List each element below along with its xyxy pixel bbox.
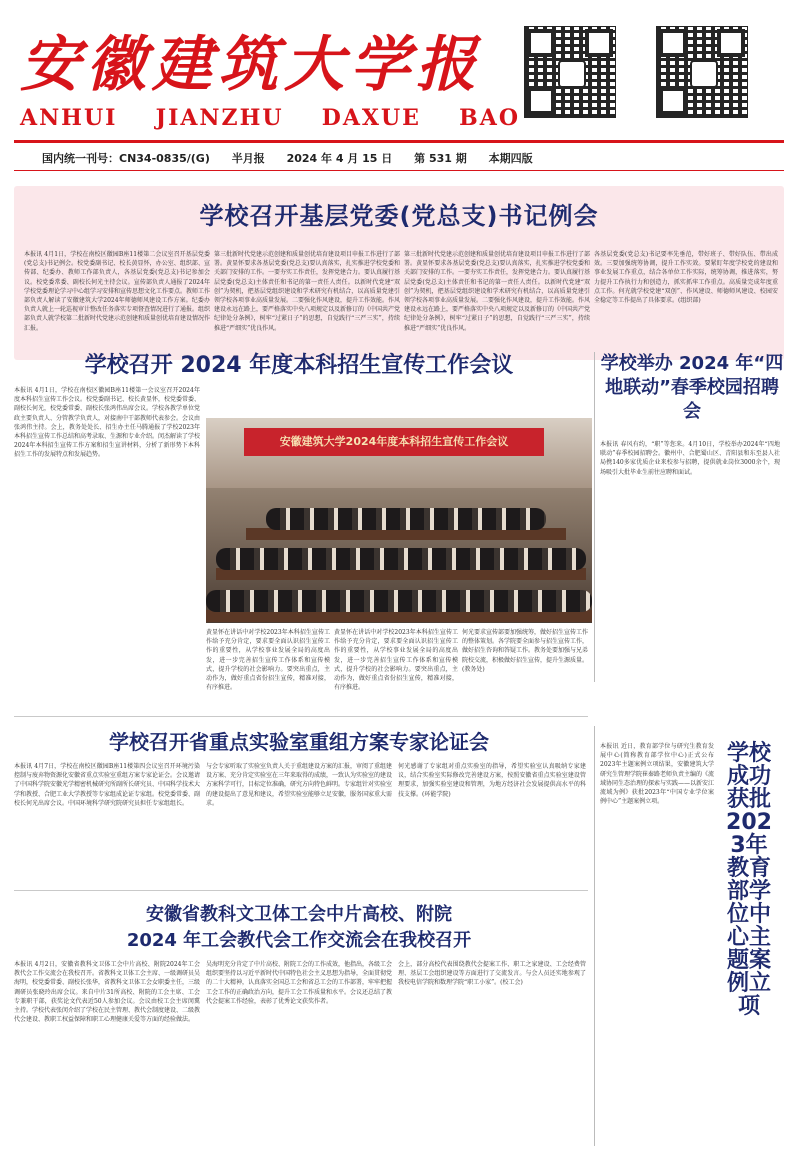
headline-party-meeting[interactable]: 学校召开基层党委(党总支)书记例会 — [199, 202, 599, 230]
article-body-col: 黄显怀在讲话中对学校2023年本科招生宣传工作给予充分肯定，要求要全面认识招生宣传工作的重要性，从学校事业发展全局的高度出发，进一步完善招生宣传工作体系和宣传模式，提升学校的社会影响力。要突出重点，主动作为，做好重点省份招生宣传，精准对接，有序推进。 — [206, 629, 330, 692]
frequency: 半月报 — [231, 152, 265, 165]
article-body-col: 何光感谢了专家组对重点实验室的指导，希望实验室认真吸纳专家建议，结合实验室实际修改完善建设方案，按照安徽省重点实验室建设管理要求，加强实验室建设和管理，为地方经济社会发展提供高水平的科技支撑。(环能学院) — [398, 763, 586, 798]
column-divider — [594, 352, 595, 682]
roman-word: ANHUI — [20, 105, 118, 131]
photo-banner: 安徽建筑大学2024年度本科招生宣传工作会议 — [244, 428, 544, 456]
article-body-col: 黄显怀在讲话中对学校2023年本科招生宣传工作给予充分肯定，要求要全面认识招生宣传工作的重要性，从学校事业发展全局的高度出发，进一步完善招生宣传工作体系和宣传模式，提升学校的社会影响力。要突出重点，主动作为，做好重点省份招生宣传，精准对接，有序推进。 — [334, 629, 458, 692]
headline-line: 2024 年工会教代会工作交流会在我校召开 — [126, 930, 472, 951]
article-body-col: 第三批新时代党建示范创建和质量创优培育建设项目申报工作进行了部署。黄显怀要求各基层党委(党总支)要认真落实，扎实推进学校党委和关部门安排的工作。一要夯实工作责任，发挥党建合力。要认真履行基层党委(党总支)主体责任和书记的第一责任人责任。以新时代党建“双创”为契机，把基层党组织建设和学术研究有机结合，以高质量党建引领学校各项事业高质量发展。二要强化作风建设，提升工作效能。作风建设永远在路上，要严格落实中央八项规定以及新修订的《中国共产党纪律处分条例》，树牢“过紧日子”的思想，自觉践行“三严三实”，持续推进“严细实”优良作风。 — [214, 251, 400, 332]
article-body-col: 本报讯 4月1日，学校在南校区徽园B座11楼第一会议室召开2024年度本科招生宣传工作会议。校党委副书记、校长黄显怀，校党委常委、副校长何光，校党委常委、副校长张鸿伟出席会议。学校各教学单位党政主要负责人、分管教学负责人，对接南中干部教师代表参会。会议由张鸿伟主持。会上，教务处处长、招生办主任马腾通报了学校2023年本科招生宣传工作总结和高考录取、生源和专业介绍。闵杰解读了学校2024年本科招生宣传工作方案和招生宣讲材料，分析了新形势下本科招生工作的发展特点和发展趋势。 — [14, 387, 200, 459]
qr-code-right[interactable] — [656, 26, 748, 118]
meeting-photo[interactable] — [206, 418, 592, 623]
roman-word: BAO — [459, 105, 520, 131]
section-divider — [14, 890, 588, 891]
article-body-col: 本报讯 春风有约，“职”等您来。4月10日，学校举办2024年“四地联动”春季校园招聘会。徽州中、合肥蜀山区、青阳县和东至县人社局携140多家优质企业来校参与招聘，提供就业岗位3000余个，现场吸引大批毕业生前往应聘和面试。 — [600, 441, 780, 476]
headline-case-project[interactable]: 学校成功获批2023年教育部学位中心主题案例立项 — [726, 741, 772, 1019]
article-body-col: 本报讯 4月1日，学校在南校区徽园B座11楼第二会议室召开基层党委(党总支)书记例会。校党委副书记、校长黄显怀，办公室、组织部、宣传部、纪委办、教师工作部负责人，各基层党委(党总支)书记参加会议。校党委常委、副校长何光主持会议。宣传部负责人通报了2024年学校党委理论学习中心组学习安排和宣传思想文化工作要点。教师工作部负责人解读了安徽建筑大学2024年师德师风建设工作方案。纪委办负责人就上一轮巡视审计整改任务落实专项督查情况进行了通报。组织部负责人就学校第二批新时代党建示范创建和质量创优培育建设情况作汇报。 — [24, 251, 210, 332]
school-logo-icon — [558, 60, 586, 88]
issue-number: 第 531 期 — [414, 152, 467, 165]
headline-job-fair[interactable]: 学校举办 2024 年“四地联动”春季校园招聘会 — [600, 353, 784, 422]
section-divider — [14, 716, 588, 717]
article-body-col: 与会专家听取了实验室负责人关于重组建设方案的汇报，审阅了重组建设方案、充分肯定实验室在三年来取得的成绩，一致认为实验室的建设方案科学可行，目标定位准确，研究方向特色鲜明。专家组针对实验室的建设提出了意见和建议，希望实验室能够立足安徽，服务国家重大需求。 — [206, 763, 392, 807]
masthead-rule — [14, 140, 784, 143]
article-body-col: 本报讯 4月2日，安徽省教科文卫体工会中片高校、附院2024年工会教代会工作交流会在我校召开。省教科文卫体工会主席、一级调研员吴海明，校党委常委、副校长张华，省教科文卫体工会女职委主任，三级调研员张晓玲出席会议。来自中片31所高校、附院的工会主席、工会专兼职干部，获奖论文代表近50人参加会议。会议由校工会主席闵冀主持。学校代表张闵介绍了学校在民主管理、教代会制度建设、二级教代会建设、教职工权益保障和职工心理健康关爱等方面的经验做法。 — [14, 961, 200, 1024]
page-count: 本期四版 — [488, 152, 533, 165]
article-body-col: 各基层党委(党总支)书记要率先垂范，带好班子、带好队伍、带出成效。三要加强统筹协调，提升工作实效。要紧盯年度学校党的建设和事业发展工作重点，结合各单位工作实际，统筹协调，推进落实，努力提升工作执行力和创造力，抓实抓牢工作重点。高质量完成年度重点工作。何光就学校党建“双创”、作风建设、师德师风建设、校园安全稳定等工作提出了具体要求。(组织部) — [594, 251, 778, 305]
column-divider — [594, 726, 595, 1146]
headline-admissions-meeting[interactable]: 学校召开 2024 年度本科招生宣传工作会议 — [84, 353, 514, 378]
qr-code-left[interactable] — [524, 26, 616, 118]
school-logo-icon — [690, 60, 718, 88]
article-body-col: 本报讯 4月7日，学校在南校区徽园B座11楼第四会议室召开环境污染控制与废弃物资源化安徽省重点实验室重组方案专家论证会。会议邀请了中国科学院安徽光学精密机械研究所副所长研究员、中国科学技术大学和教授、合肥工业大学教授等专家组成论证专家组。校党委常委、副校长何光出席会议。中国环境科学研究院研究员担任专家组组长。 — [14, 763, 200, 807]
article-body-col: 会上，部分高校代表围绕教代会提案工作、职工之家建设、工会经费管理、基层工会组织建设等方面进行了交流发言。与会人员还实地参观了我校电信学院和数理学院“职工小家”。(校工会) — [398, 961, 586, 987]
issue-date: 2024 年 4 月 15 日 — [286, 152, 393, 165]
headline-lab-review[interactable]: 学校召开省重点实验室重组方案专家论证会 — [109, 730, 489, 754]
roman-word: JIANZHU — [155, 105, 284, 131]
article-body-col: 本报讯 近日，教育部学位与研究生教育发展中心(简称教育部学位中心)正式公布2023年主题案例立项结果，安徽建筑大学研究生管理学院崔秦路老师负责主编的《流域协同生态治理的探索与实践——以新安江流域为例》获批2023年“中国专业学位案例中心”主题案例立项。 — [600, 743, 714, 806]
article-body-col: 第三批新时代党建示范创建和质量创优培育建设项目申报工作进行了部署。黄显怀要求各基层党委(党总支)要认真落实，扎实推进学校党委和关部门安排的工作。一要夯实工作责任，发挥党建合力。要认真履行基层党委(党总支)主体责任和书记的第一责任人责任。以新时代党建“双创”为契机，把基层党组织建设和学术研究有机结合，以高质量党建引领学校各项事业高质量发展。二要强化作风建设，提升工作效能。作风建设永远在路上，要严格落实中央八项规定以及新修订的《中国共产党纪律处分条例》，树牢“过紧日子”的思想，自觉践行“三严三实”，持续推进“严细实”优良作风。 — [404, 251, 590, 332]
newspaper-title-roman — [20, 105, 520, 131]
headline-line: 安徽省教科文卫体工会中片高校、附院 — [146, 904, 452, 925]
issn: 国内统一刊号：CN34-0835/(G) — [42, 152, 210, 165]
issue-info — [42, 150, 762, 166]
roman-word: DAXUE — [321, 105, 421, 131]
article-body-col: 何光要求宣传部要加强统筹，做好招生宣传工作的整体策划。各学院要全面参与招生宣传工作，做好招生咨询和答疑工作。教务处要加强与兄弟院校交流，积极做好招生宣传，提升生源质量。(教务处) — [462, 629, 588, 673]
masthead-rule-thin — [14, 170, 784, 171]
article-body-col: 吴海明充分肯定了中片高校、附院工会的工作成效，他指出，各级工会组织要坚持以习近平新时代中国特色社会主义思想为指导，全面贯彻党的二十大精神，认真落实全国总工会和省总工会的工作部署，牢牢把握工会工作的正确政治方向，提升工会工作质量和水平。会议还总结了教代会提案工作经验，表彰了优秀论文获奖作者。 — [206, 961, 392, 1005]
headline-union-meeting[interactable] — [14, 902, 584, 954]
newspaper-title: 安徽建筑大学报 — [20, 30, 482, 100]
